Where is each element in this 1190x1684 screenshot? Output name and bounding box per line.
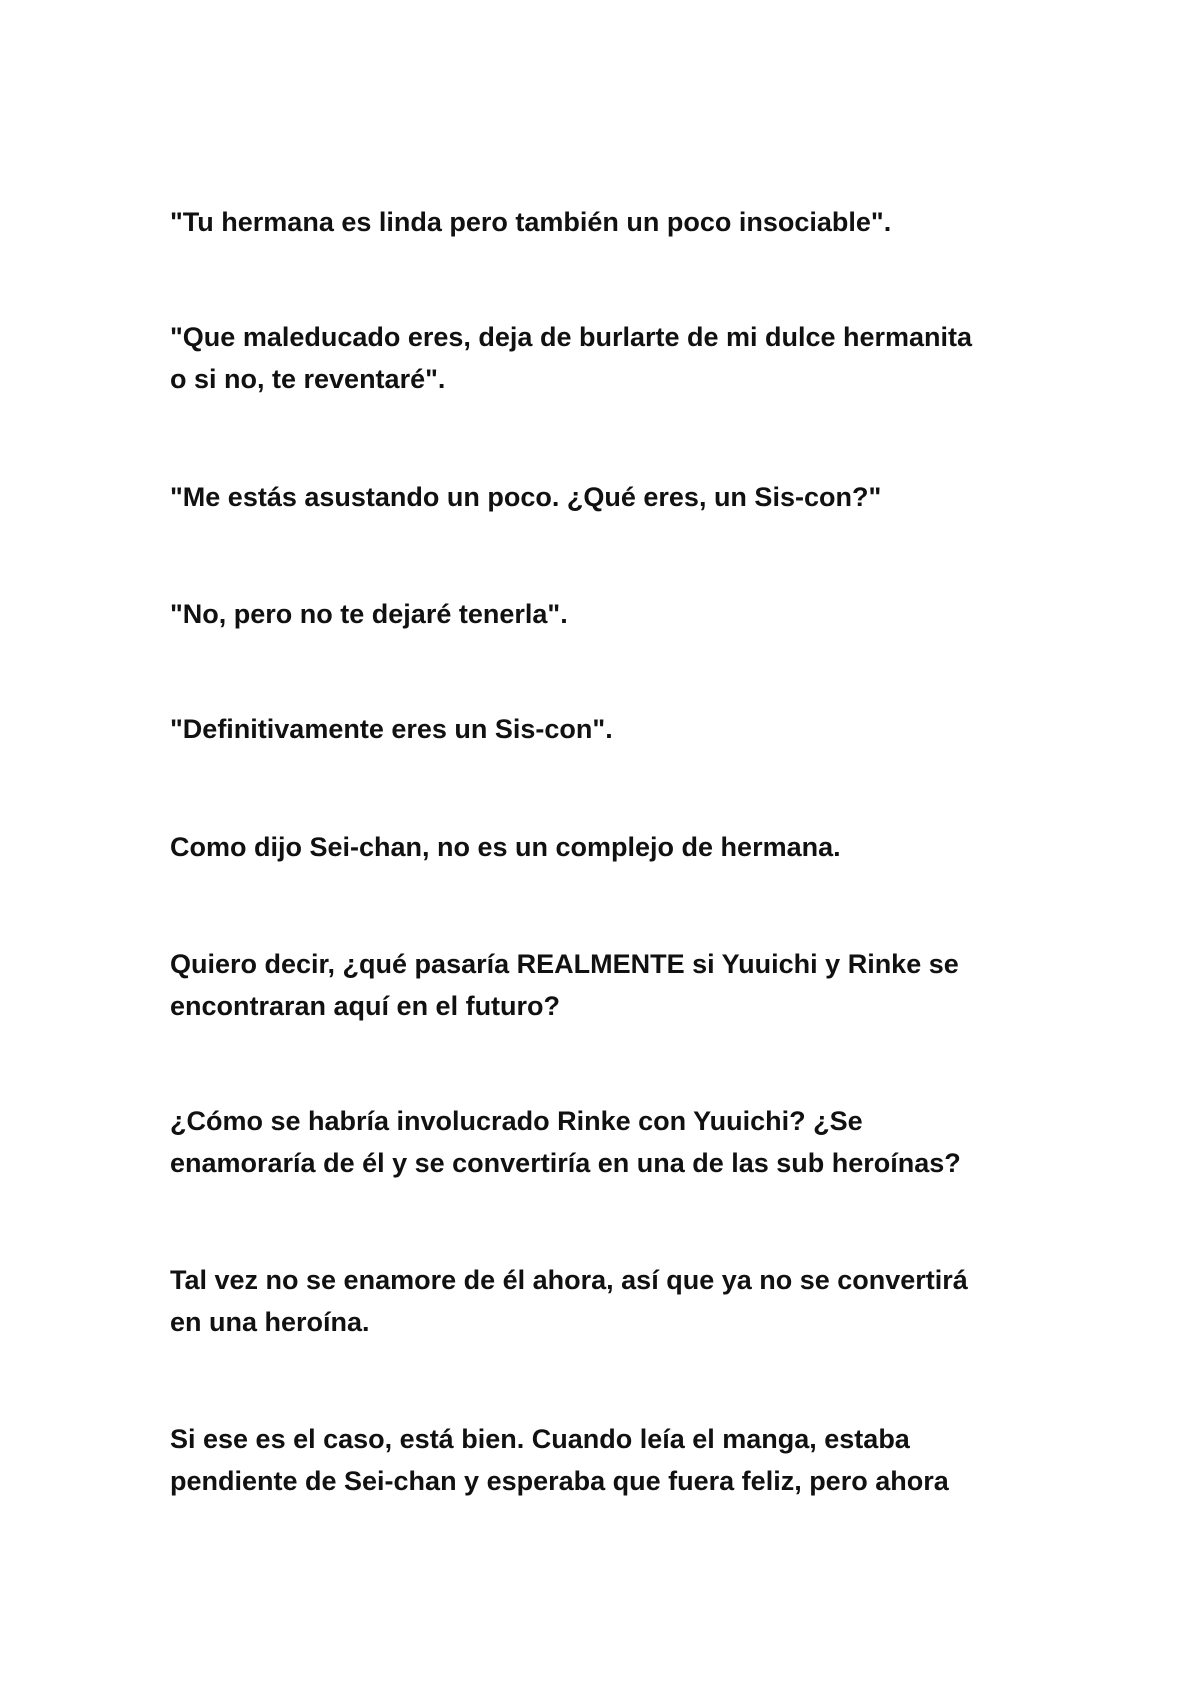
paragraph-line: "No, pero no te dejaré tenerla". (170, 599, 568, 629)
paragraph-10 (170, 1418, 1050, 1502)
paragraph-line: Como dijo Sei-chan, no es un complejo de hermana. (170, 832, 841, 862)
paragraph-1 (170, 201, 1050, 243)
paragraph-4 (170, 593, 1050, 635)
paragraph-line: Quiero decir, ¿qué pasaría REALMENTE si Yuuichi y Rinke se (170, 949, 959, 979)
paragraph-line: "Tu hermana es linda pero también un poco insociable". (170, 207, 892, 237)
paragraph-line: pendiente de Sei-chan y esperaba que fuera feliz, pero ahora (170, 1466, 949, 1496)
paragraph-line: encontraran aquí en el futuro? (170, 991, 561, 1021)
paragraph-line: "Me estás asustando un poco. ¿Qué eres, un Sis-con?" (170, 482, 882, 512)
paragraph-9 (170, 1259, 1050, 1343)
paragraph-5 (170, 708, 1050, 750)
paragraph-line: enamoraría de él y se convertiría en una de las sub heroínas? (170, 1148, 961, 1178)
paragraph-line: "Definitivamente eres un Sis-con". (170, 714, 613, 744)
paragraph-line: ¿Cómo se habría involucrado Rinke con Yuuichi? ¿Se (170, 1106, 863, 1136)
paragraph-line: en una heroína. (170, 1307, 370, 1337)
paragraph-line: Tal vez no se enamore de él ahora, así que ya no se convertirá (170, 1265, 968, 1295)
paragraph-line: "Que maleducado eres, deja de burlarte de mi dulce hermanita (170, 322, 973, 352)
paragraph-line: o si no, te reventaré". (170, 364, 446, 394)
paragraph-2 (170, 316, 1050, 400)
paragraph-6 (170, 826, 1050, 868)
paragraph-7 (170, 943, 1050, 1027)
paragraph-3 (170, 476, 1050, 518)
paragraph-line: Si ese es el caso, está bien. Cuando leía el manga, estaba (170, 1424, 910, 1454)
paragraph-8 (170, 1100, 1050, 1184)
